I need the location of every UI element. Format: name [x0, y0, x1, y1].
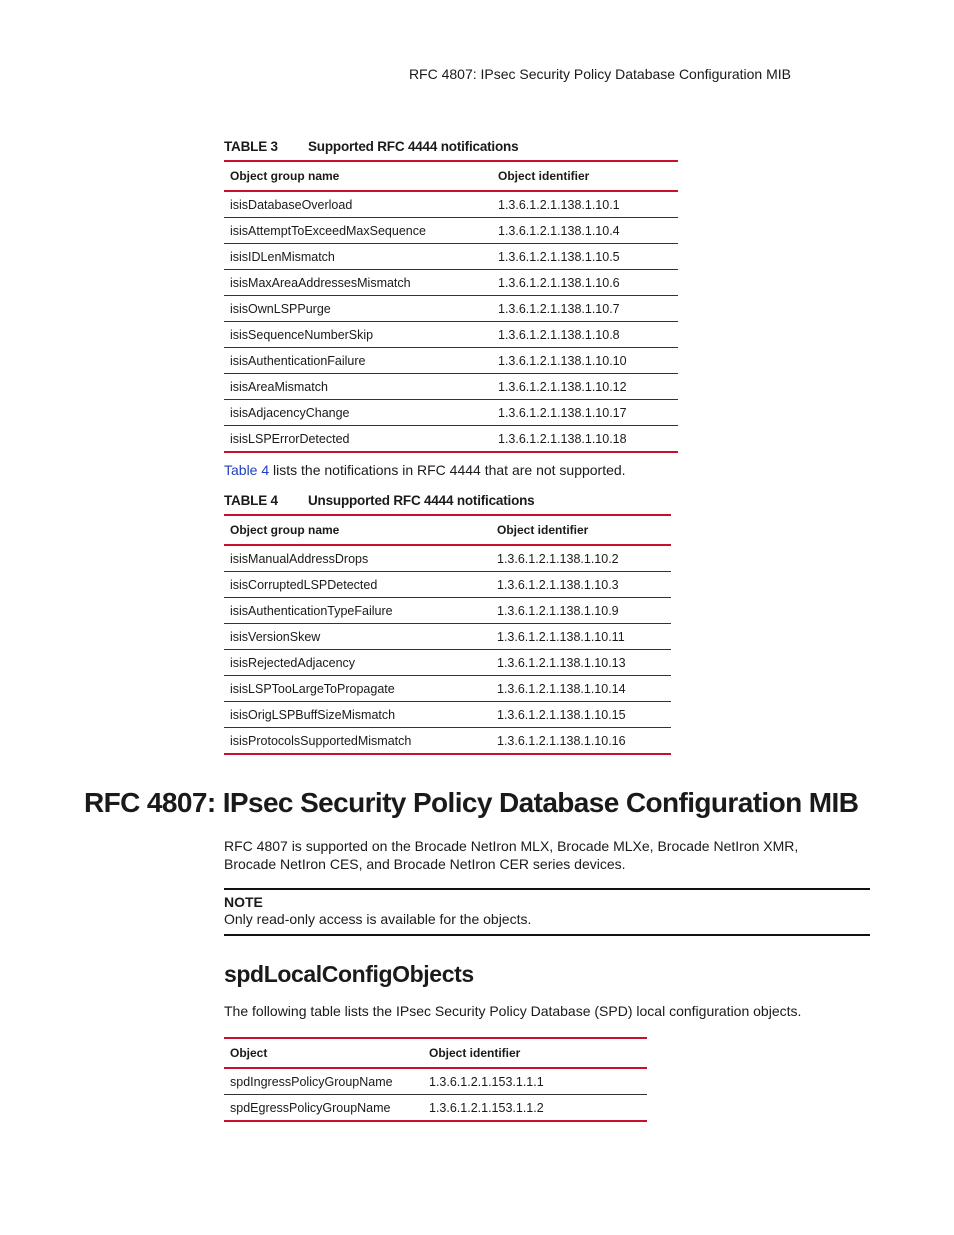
table-row [224, 650, 671, 676]
object-name-cell: isisCorruptedLSPDetected [224, 572, 491, 598]
object-identifier-cell: 1.3.6.1.2.1.138.1.10.18 [492, 426, 678, 453]
spd-table-col-object-identifier: Object identifier [423, 1038, 647, 1068]
table3-header-row [224, 161, 678, 191]
running-header: RFC 4807: IPsec Security Policy Database Configuration MIB [408, 66, 791, 82]
object-identifier-cell: 1.3.6.1.2.1.138.1.10.6 [492, 270, 678, 296]
note-text: Only read-only access is available for the objects. [224, 911, 532, 927]
table-row [224, 348, 678, 374]
object-identifier-cell: 1.3.6.1.2.1.138.1.10.5 [492, 244, 678, 270]
object-identifier-cell: 1.3.6.1.2.1.138.1.10.17 [492, 400, 678, 426]
object-name-cell: isisManualAddressDrops [224, 545, 491, 572]
object-identifier-cell: 1.3.6.1.2.1.138.1.10.14 [491, 676, 671, 702]
table-row [224, 1095, 647, 1122]
object-name-cell: isisSequenceNumberSkip [224, 322, 492, 348]
note-box [224, 888, 870, 936]
table3-title: Supported RFC 4444 notifications [308, 139, 519, 154]
table4-intro [224, 461, 626, 479]
table-row [224, 270, 678, 296]
spd-table-body [224, 1068, 647, 1121]
table3-col-object-group-name: Object group name [224, 161, 492, 191]
object-identifier-cell: 1.3.6.1.2.1.138.1.10.1 [492, 191, 678, 218]
object-name-cell: spdEgressPolicyGroupName [224, 1095, 423, 1122]
table-row [224, 702, 671, 728]
table-row [224, 374, 678, 400]
object-name-cell: isisDatabaseOverload [224, 191, 492, 218]
table4 [224, 514, 671, 755]
object-identifier-cell: 1.3.6.1.2.1.138.1.10.12 [492, 374, 678, 400]
object-name-cell: isisOrigLSPBuffSizeMismatch [224, 702, 491, 728]
table4-link[interactable]: Table 4 [224, 462, 270, 478]
object-identifier-cell: 1.3.6.1.2.1.138.1.10.11 [491, 624, 671, 650]
table3-body [224, 191, 678, 452]
table-row [224, 244, 678, 270]
object-name-cell: spdIngressPolicyGroupName [224, 1068, 423, 1095]
object-name-cell: isisLSPErrorDetected [224, 426, 492, 453]
object-identifier-cell: 1.3.6.1.2.1.138.1.10.16 [491, 728, 671, 755]
section-paragraph-line-2: Brocade NetIron CES, and Brocade NetIron CER series devices. [224, 856, 626, 872]
table-row [224, 1068, 647, 1095]
object-name-cell: isisVersionSkew [224, 624, 491, 650]
spd-table-col-object: Object [224, 1038, 423, 1068]
table4-caption [224, 493, 534, 508]
object-name-cell: isisLSPTooLargeToPropagate [224, 676, 491, 702]
object-name-cell: isisAuthenticationFailure [224, 348, 492, 374]
table-row [224, 191, 678, 218]
object-identifier-cell: 1.3.6.1.2.1.138.1.10.15 [491, 702, 671, 728]
subsection-paragraph: The following table lists the IPsec Security Policy Database (SPD) local configuration objects. [224, 1003, 802, 1019]
table-row [224, 218, 678, 244]
table3-label: TABLE 3 [224, 139, 278, 154]
subsection-heading: spdLocalConfigObjects [224, 961, 474, 987]
table-row [224, 572, 671, 598]
table-row [224, 296, 678, 322]
spd-objects-table [224, 1037, 647, 1122]
object-name-cell: isisAttemptToExceedMaxSequence [224, 218, 492, 244]
section-heading: RFC 4807: IPsec Security Policy Database Configuration MIB [84, 787, 859, 818]
object-identifier-cell: 1.3.6.1.2.1.153.1.1.2 [423, 1095, 647, 1122]
object-name-cell: isisAdjacencyChange [224, 400, 492, 426]
table-row [224, 400, 678, 426]
object-identifier-cell: 1.3.6.1.2.1.138.1.10.2 [491, 545, 671, 572]
spd-table-header-row [224, 1038, 647, 1068]
table-row [224, 545, 671, 572]
table4-col-object-identifier: Object identifier [491, 515, 671, 545]
section-paragraph [224, 837, 798, 873]
object-name-cell: isisAuthenticationTypeFailure [224, 598, 491, 624]
object-identifier-cell: 1.3.6.1.2.1.138.1.10.8 [492, 322, 678, 348]
table3-col-object-identifier: Object identifier [492, 161, 678, 191]
table-row [224, 728, 671, 755]
object-identifier-cell: 1.3.6.1.2.1.138.1.10.13 [491, 650, 671, 676]
object-identifier-cell: 1.3.6.1.2.1.138.1.10.10 [492, 348, 678, 374]
note-label: NOTE [224, 894, 263, 910]
table3-caption [224, 139, 518, 154]
table-row [224, 426, 678, 453]
table4-intro-text: lists the notifications in RFC 4444 that are not supported. [269, 462, 626, 478]
table4-col-object-group-name: Object group name [224, 515, 491, 545]
section-paragraph-line-1: RFC 4807 is supported on the Brocade NetIron MLX, Brocade MLXe, Brocade NetIron XMR, [224, 838, 799, 854]
table-row [224, 322, 678, 348]
table4-title: Unsupported RFC 4444 notifications [308, 493, 535, 508]
table3 [224, 160, 678, 453]
table-row [224, 676, 671, 702]
object-identifier-cell: 1.3.6.1.2.1.138.1.10.4 [492, 218, 678, 244]
object-name-cell: isisMaxAreaAddressesMismatch [224, 270, 492, 296]
object-name-cell: isisIDLenMismatch [224, 244, 492, 270]
object-identifier-cell: 1.3.6.1.2.1.138.1.10.9 [491, 598, 671, 624]
table-row [224, 624, 671, 650]
table4-label: TABLE 4 [224, 493, 278, 508]
object-name-cell: isisAreaMismatch [224, 374, 492, 400]
object-identifier-cell: 1.3.6.1.2.1.138.1.10.3 [491, 572, 671, 598]
table-row [224, 598, 671, 624]
object-name-cell: isisProtocolsSupportedMismatch [224, 728, 491, 755]
table4-header-row [224, 515, 671, 545]
object-identifier-cell: 1.3.6.1.2.1.153.1.1.1 [423, 1068, 647, 1095]
object-name-cell: isisRejectedAdjacency [224, 650, 491, 676]
object-name-cell: isisOwnLSPPurge [224, 296, 492, 322]
object-identifier-cell: 1.3.6.1.2.1.138.1.10.7 [492, 296, 678, 322]
table4-body [224, 545, 671, 754]
